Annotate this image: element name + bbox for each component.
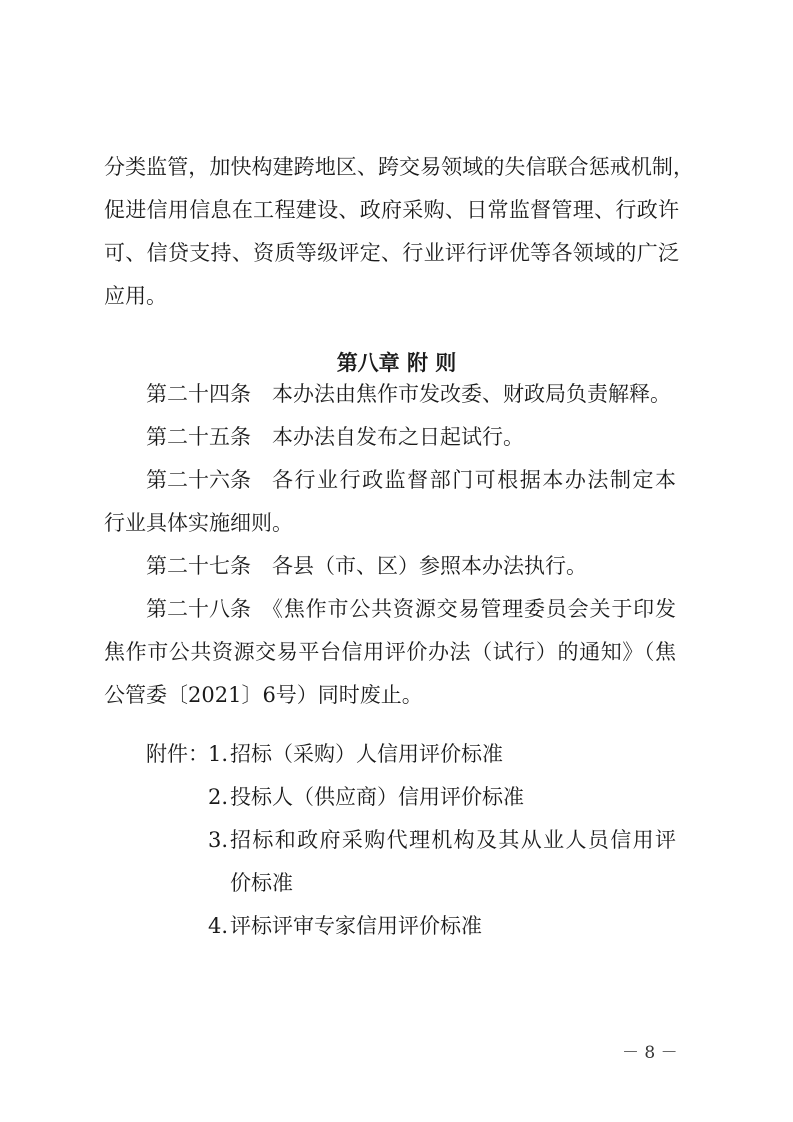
page-number: － 8 －: [622, 1043, 678, 1063]
article-text: 焦作市公共资源交易平台信用评价办法（试行）的通知》（焦: [104, 640, 676, 664]
intro-line: 分类监管，加快构建跨地区、跨交易领域的失信联合惩戒机制，: [104, 155, 694, 179]
article-text: 行业具体实施细则。: [104, 511, 293, 535]
article-text: 各行业行政监督部门可根据本办法制定本: [272, 468, 676, 492]
article-text: 公管委〔2021〕6号）同时废止。: [104, 683, 423, 707]
intro-line: 可、信贷支持、资质等级评定、行业评行评优等各领域的广泛: [104, 241, 679, 265]
article-text: 本办法由焦作市发改委、财政局负责解释。: [272, 382, 671, 406]
attachment-number: 2.: [208, 785, 229, 809]
attachment-title: 价标准: [230, 871, 293, 895]
attachment-number: 3.: [208, 828, 229, 852]
attachment-title: 投标人（供应商）信用评价标准: [230, 785, 524, 809]
article-label: 第二十七条: [146, 554, 251, 578]
article-text: 各县（市、区）参照本办法执行。: [272, 554, 587, 578]
attachment-title: 招标和政府采购代理机构及其从业人员信用评: [230, 828, 676, 852]
attachments-label: 附件：: [146, 742, 209, 766]
attachment-title: 招标（采购）人信用评价标准: [230, 742, 503, 766]
attachment-number: 1.: [208, 742, 229, 766]
article-label: 第二十五条: [146, 425, 251, 449]
article-label: 第二十六条: [146, 468, 251, 492]
intro-line: 应用。: [104, 284, 167, 308]
article-label: 第二十四条: [146, 382, 251, 406]
attachment-number: 4.: [208, 914, 229, 938]
intro-line: 促进信用信息在工程建设、政府采购、日常监督管理、行政许: [104, 198, 679, 222]
article-label: 第二十八条: [146, 597, 251, 621]
article-text: 《焦作市公共资源交易管理委员会关于印发: [262, 597, 676, 621]
chapter-title: 第八章 附 则: [336, 351, 457, 375]
attachment-title: 评标评审专家信用评价标准: [230, 914, 482, 938]
article-text: 本办法自发布之日起试行。: [272, 425, 524, 449]
